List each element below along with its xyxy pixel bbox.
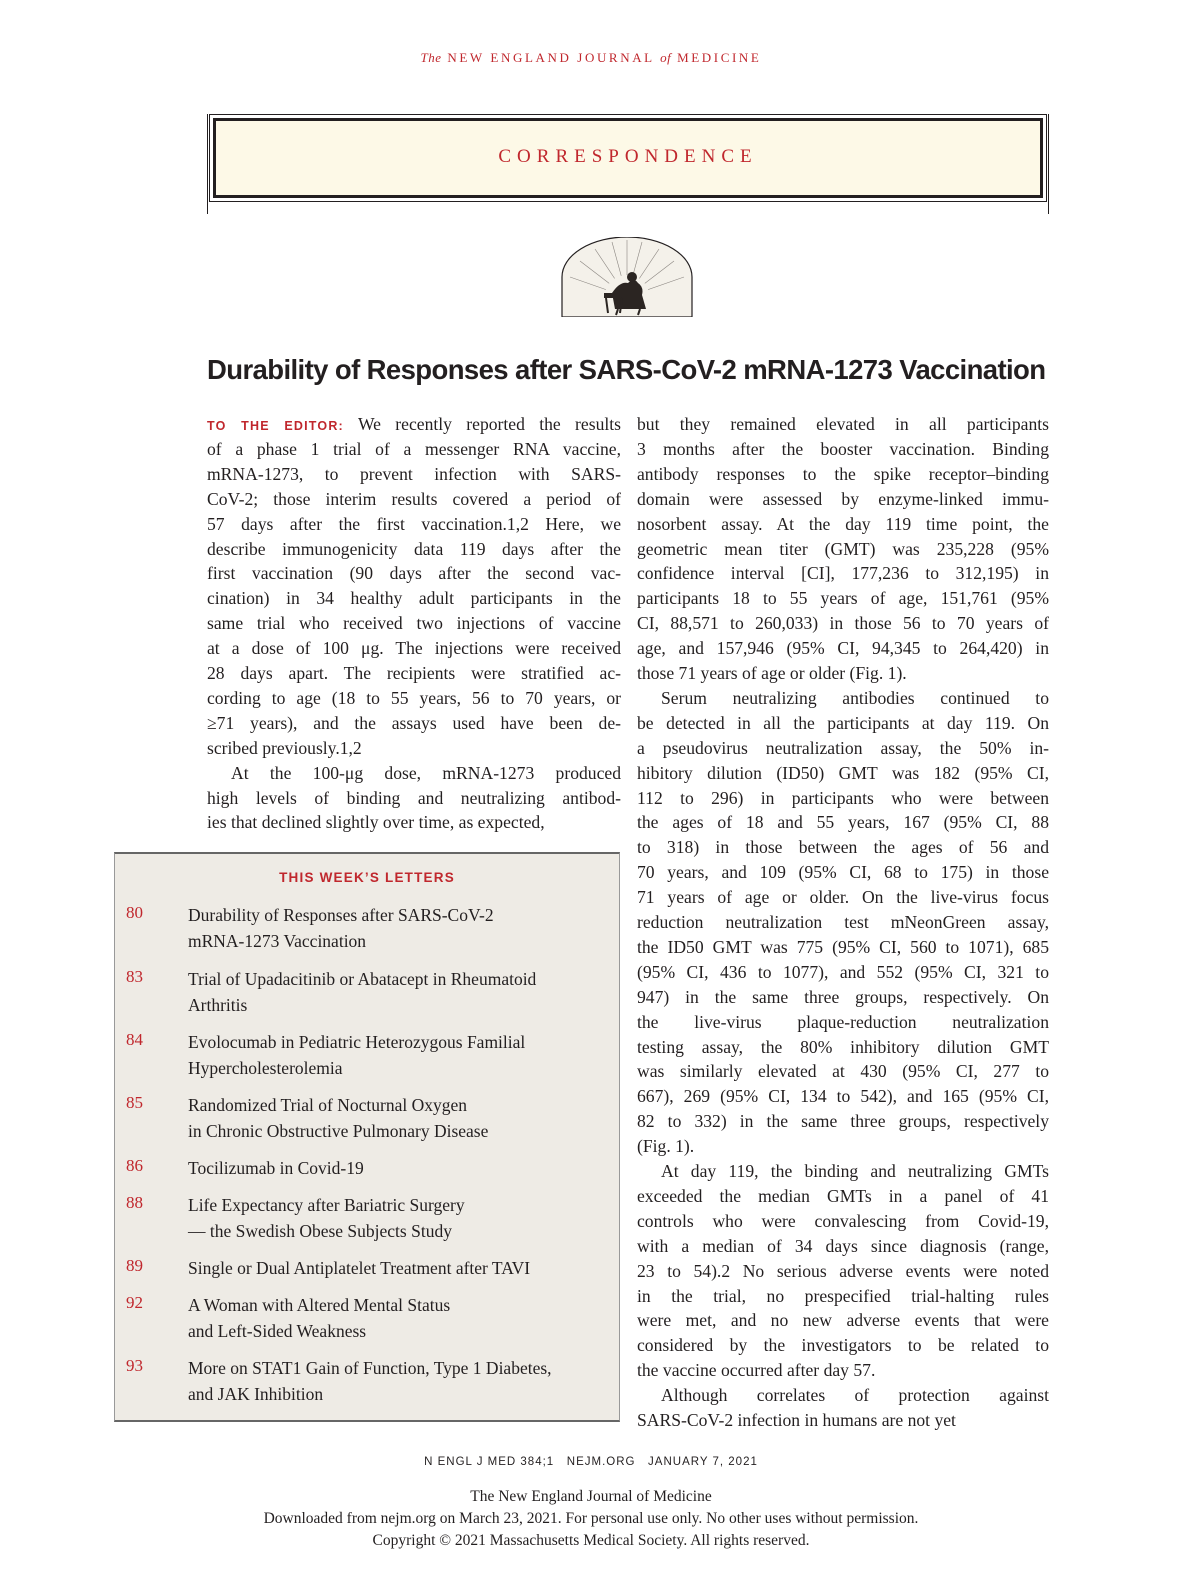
text-line: 947) in the same three groups, respectively. On <box>637 986 1049 1007</box>
letter-page-number: 80 <box>126 903 143 922</box>
text-line: scribed previously.1,2 <box>207 737 362 758</box>
letter-page-number: 92 <box>126 1293 143 1312</box>
letter-title: in Chronic Obstructive Pulmonary Disease <box>188 1121 489 1141</box>
text-line: (Fig. 1). <box>637 1136 695 1157</box>
text-line: Serum neutralizing antibodies continued to <box>661 687 1049 708</box>
text-line: geometric mean titer (GMT) was 235,228 (95% <box>637 538 1049 559</box>
text-line: were met, and no new adverse events that were <box>637 1310 1049 1331</box>
text-line: SARS-CoV-2 infection in humans are not yet <box>637 1410 956 1430</box>
page-folio: N ENGL J MED 384;1 NEJM.ORG JANUARY 7, 2021 <box>424 1456 758 1468</box>
text-line: CI, 88,571 to 260,033) in those 56 to 70 years of <box>637 613 1049 634</box>
text-line: considered by the investigators to be related to <box>637 1335 1049 1356</box>
section-title: CORRESPONDENCE <box>498 146 758 167</box>
letter-title: Tocilizumab in Covid-19 <box>188 1158 364 1178</box>
letter-title: Durability of Responses after SARS-CoV-2 <box>188 905 494 925</box>
this-weeks-letters-title: THIS WEEK’S LETTERS <box>279 870 455 885</box>
letter-title: Life Expectancy after Bariatric Surgery <box>188 1195 465 1215</box>
letter-page-number: 88 <box>126 1193 143 1212</box>
text-line: 57 days after the first vaccination.1,2 Here, we <box>207 513 621 534</box>
text-line: 28 days apart. The recipients were stratified ac- <box>207 663 621 683</box>
text-line: the vaccine occurred after day 57. <box>637 1360 876 1381</box>
letter-page-number: 83 <box>126 967 143 986</box>
journal-header-middle: NEW ENGLAND JOURNAL <box>447 50 655 65</box>
letter-title: Arthritis <box>188 995 248 1015</box>
letter-title: Trial of Upadacitinib or Abatacept in Rheumatoid <box>188 969 537 989</box>
text-line: CoV-2; those interim results covered a period of <box>207 488 621 509</box>
text-line: but they remained elevated in all participants <box>637 414 1049 434</box>
letter-title: mRNA-1273 Vaccination <box>188 931 367 951</box>
text-line: 3 months after the booster vaccination. Binding <box>637 438 1049 459</box>
text-line: of a phase 1 trial of a messenger RNA vaccine, <box>207 438 621 459</box>
journal-header-prefix: The <box>420 50 442 65</box>
text-line: At day 119, the binding and neutralizing GMTs <box>661 1161 1049 1181</box>
text-line: first vaccination (90 days after the second vac- <box>207 563 621 584</box>
text-line: 71 years of age or older. On the live-virus focus <box>637 887 1049 908</box>
text-line: be detected in all the participants at day 119. On <box>637 712 1049 733</box>
text-line: reduction neutralization test mNeonGreen assay, <box>637 912 1049 932</box>
text-line: 82 to 332) in the same three groups, respectively <box>637 1111 1049 1132</box>
text-line: the ID50 GMT was 775 (95% CI, 560 to 1071), 685 <box>637 936 1049 957</box>
letter-page-number: 89 <box>126 1256 143 1275</box>
text-line: cination) in 34 healthy adult participants in the <box>207 588 621 609</box>
text-line: high levels of binding and neutralizing antibod- <box>207 787 621 808</box>
letter-title: and JAK Inhibition <box>188 1384 324 1404</box>
text-line: antibody responses to the spike receptor–binding <box>637 463 1049 484</box>
journal-emblem-icon <box>560 237 694 317</box>
footer-copyright: Copyright © 2021 Massachusetts Medical Society. All rights reserved. <box>372 1532 810 1549</box>
text-line: mRNA-1273, to prevent infection with SARS- <box>207 463 621 484</box>
letter-page-number: 86 <box>126 1156 143 1175</box>
text-line: same trial who received two injections of vaccine <box>207 613 621 634</box>
text-line: age, and 157,946 (95% CI, 94,345 to 264,420) in <box>637 638 1049 659</box>
letter-title: Randomized Trial of Nocturnal Oxygen <box>188 1095 467 1115</box>
text-line: describe immunogenicity data 119 days after the <box>207 538 621 559</box>
text-line: hibitory dilution (ID50) GMT was 182 (95% CI, <box>637 762 1049 783</box>
text-line: participants 18 to 55 years of age, 151,761 (95% <box>637 588 1049 609</box>
text-line: ≥71 years), and the assays used have been de- <box>207 712 621 733</box>
text-line: testing assay, the 80% inhibitory dilution GMT <box>637 1036 1049 1057</box>
letter-title: — the Swedish Obese Subjects Study <box>188 1221 452 1241</box>
text-line: Although correlates of protection against <box>661 1385 1049 1406</box>
footer-journal-name: The New England Journal of Medicine <box>470 1488 712 1505</box>
text-line: in the trial, no prespecified trial-halting rules <box>637 1285 1049 1306</box>
text-line: those 71 years of age or older (Fig. 1). <box>637 663 907 683</box>
text-line: (95% CI, 436 to 1077), and 552 (95% CI, 321 to <box>637 961 1049 982</box>
text-line: At the 100-μg dose, mRNA-1273 produced <box>231 762 621 783</box>
text-line: exceeded the median GMTs in a panel of 41 <box>637 1185 1049 1206</box>
text-line-content: We recently reported the results <box>343 414 621 434</box>
text-line: the live-virus plaque-reduction neutralization <box>637 1011 1049 1032</box>
text-line: 23 to 54).2 No serious adverse events were noted <box>637 1260 1049 1281</box>
text-line: at a dose of 100 μg. The injections were received <box>207 638 621 659</box>
text-line: 667), 269 (95% CI, 134 to 542), and 165 (95% CI, <box>637 1086 1049 1107</box>
article-title: Durability of Responses after SARS-CoV-2 mRNA-1273 Vaccination <box>207 354 1046 385</box>
text-line: the ages of 18 and 55 years, 167 (95% CI, 88 <box>637 812 1049 833</box>
journal-header <box>0 50 1182 66</box>
text-line <box>207 412 621 437</box>
letter-title: More on STAT1 Gain of Function, Type 1 Diabetes, <box>188 1358 552 1378</box>
journal-header-suffix: MEDICINE <box>677 50 762 65</box>
letter-title: Evolocumab in Pediatric Heterozygous Familial <box>188 1032 526 1052</box>
letter-title: Hypercholesterolemia <box>188 1058 343 1078</box>
text-line: domain were assessed by enzyme-linked immu- <box>637 488 1049 509</box>
text-line: cording to age (18 to 55 years, 56 to 70 years, or <box>207 687 621 708</box>
text-line: nosorbent assay. At the day 119 time point, the <box>637 513 1049 534</box>
text-line: with a median of 34 days since diagnosis (range, <box>637 1235 1049 1256</box>
text-line: confidence interval [CI], 177,236 to 312,195) in <box>637 563 1049 584</box>
letter-title: and Left-Sided Weakness <box>188 1321 367 1341</box>
text-line: 70 years, and 109 (95% CI, 68 to 175) in those <box>637 862 1049 883</box>
journal-header-of: of <box>660 50 672 65</box>
footer-download-notice: Downloaded from nejm.org on March 23, 2021. For personal use only. No other uses without permission. <box>263 1510 919 1527</box>
text-line: to 318) in those between the ages of 56 and <box>637 837 1049 858</box>
to-the-editor-label: TO THE EDITOR: <box>207 419 344 433</box>
text-line: was similarly elevated at 430 (95% CI, 277 to <box>637 1061 1049 1082</box>
letter-page-number: 84 <box>126 1030 143 1049</box>
text-line: controls who were convalescing from Covid-19, <box>637 1210 1049 1231</box>
letter-page-number: 93 <box>126 1356 143 1375</box>
text-line: ies that declined slightly over time, as expected, <box>207 812 545 833</box>
letter-title: Single or Dual Antiplatelet Treatment after TAVI <box>188 1258 531 1278</box>
text-line: 112 to 296) in participants who were between <box>637 787 1049 808</box>
letter-page-number: 85 <box>126 1093 143 1112</box>
text-line: a pseudovirus neutralization assay, the 50% in- <box>637 737 1049 758</box>
letter-title: A Woman with Altered Mental Status <box>188 1295 451 1315</box>
